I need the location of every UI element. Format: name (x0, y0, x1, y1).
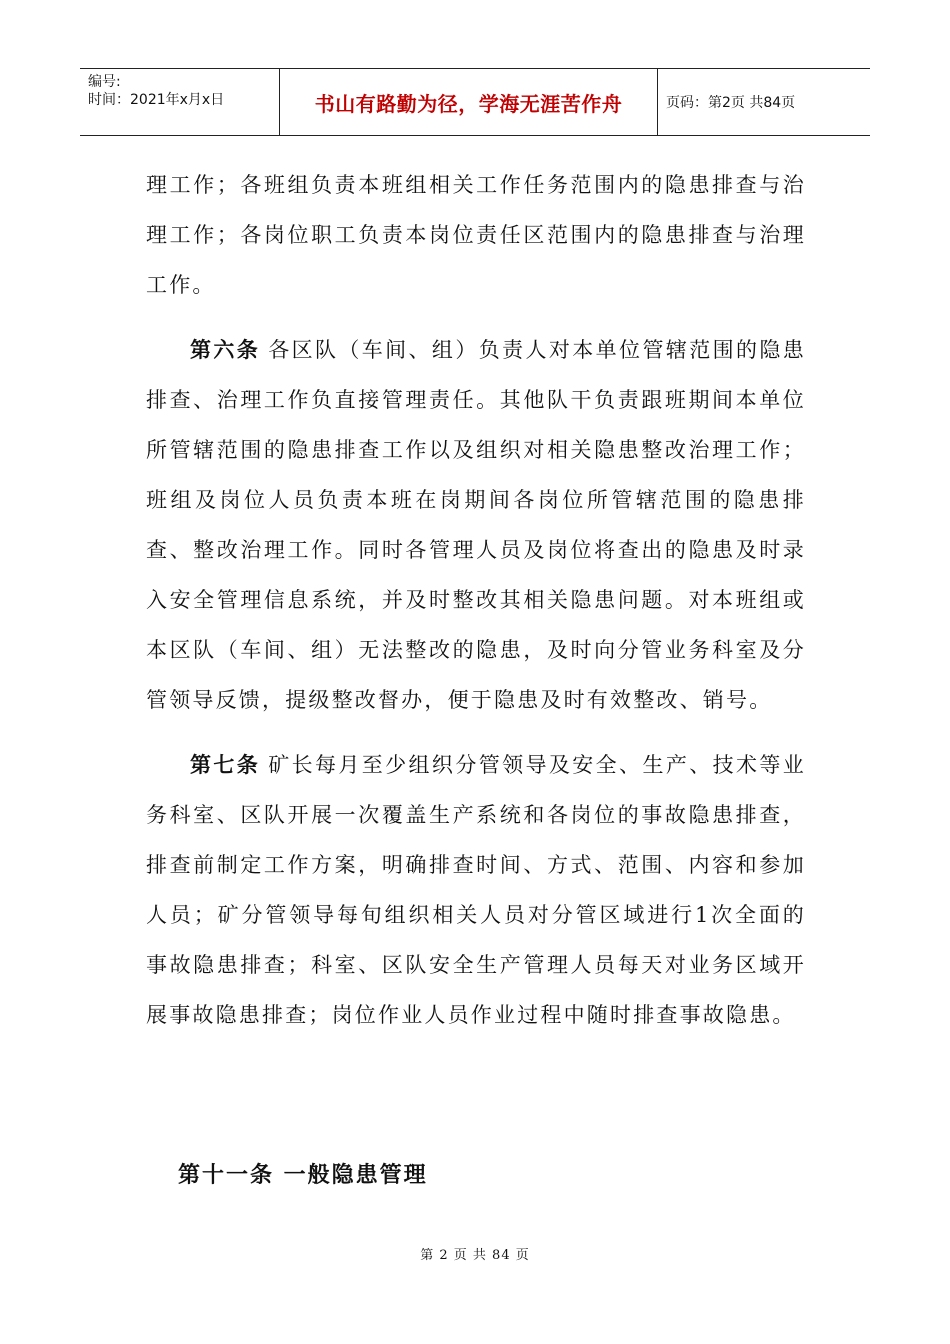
page-header (80, 68, 870, 136)
header-motto: 书山有路勤为径，学海无涯苦作舟 (280, 69, 658, 135)
section-heading: 第十一条 一般隐患管理 (178, 1163, 428, 1188)
document-body (146, 160, 806, 1040)
article-7-paragraph (146, 740, 806, 1040)
header-page-info: 页码：第2页 共84页 (666, 95, 796, 111)
article-6-paragraph (146, 325, 806, 725)
page-footer: 第 2 页 共 84 页 (420, 1248, 530, 1263)
article-7-text: 矿长每月至少组织分管领导及安全、生产、技术等业务科室、区队开展一次覆盖生产系统和各岗位的事故隐患排查，排查前制定工作方案，明确排查时间、方式、范围、内容和参加人员；矿分管领导每旬组织相关人员对分管区域进行1次全面的事故隐患排查；科室、区队安全生产管理人员每天对业务区域开展事故隐患排查；岗位作业人员作业过程中随时排查事故隐患。 (146, 753, 806, 1027)
document-number-label: 编号: (88, 74, 121, 90)
continuation-paragraph: 理工作；各班组负责本班组相关工作任务范围内的隐患排查与治理工作；各岗位职工负责本岗位责任区范围内的隐患排查与治理工作。 (146, 173, 806, 297)
document-date-label: 时间：2021年x月x日 (88, 92, 225, 108)
article-6-text: 各区队（车间、组）负责人对本单位管辖范围的隐患排查、治理工作负直接管理责任。其他队干负责跟班期间本单位所管辖范围的隐患排查工作以及组织对相关隐患整改治理工作；班组及岗位人员负责本班在岗期间各岗位所管辖范围的隐患排查、整改治理工作。同时各管理人员及岗位将查出的隐患及时录入安全管理信息系统，并及时整改其相关隐患问题。对本班组或本区队（车间、组）无法整改的隐患，及时向分管业务科室及分管领导反馈，提级整改督办，便于隐患及时有效整改、销号。 (146, 338, 806, 712)
article-7-label: 第七条 (190, 752, 261, 777)
article-6-label: 第六条 (190, 337, 261, 362)
header-meta (80, 69, 280, 135)
